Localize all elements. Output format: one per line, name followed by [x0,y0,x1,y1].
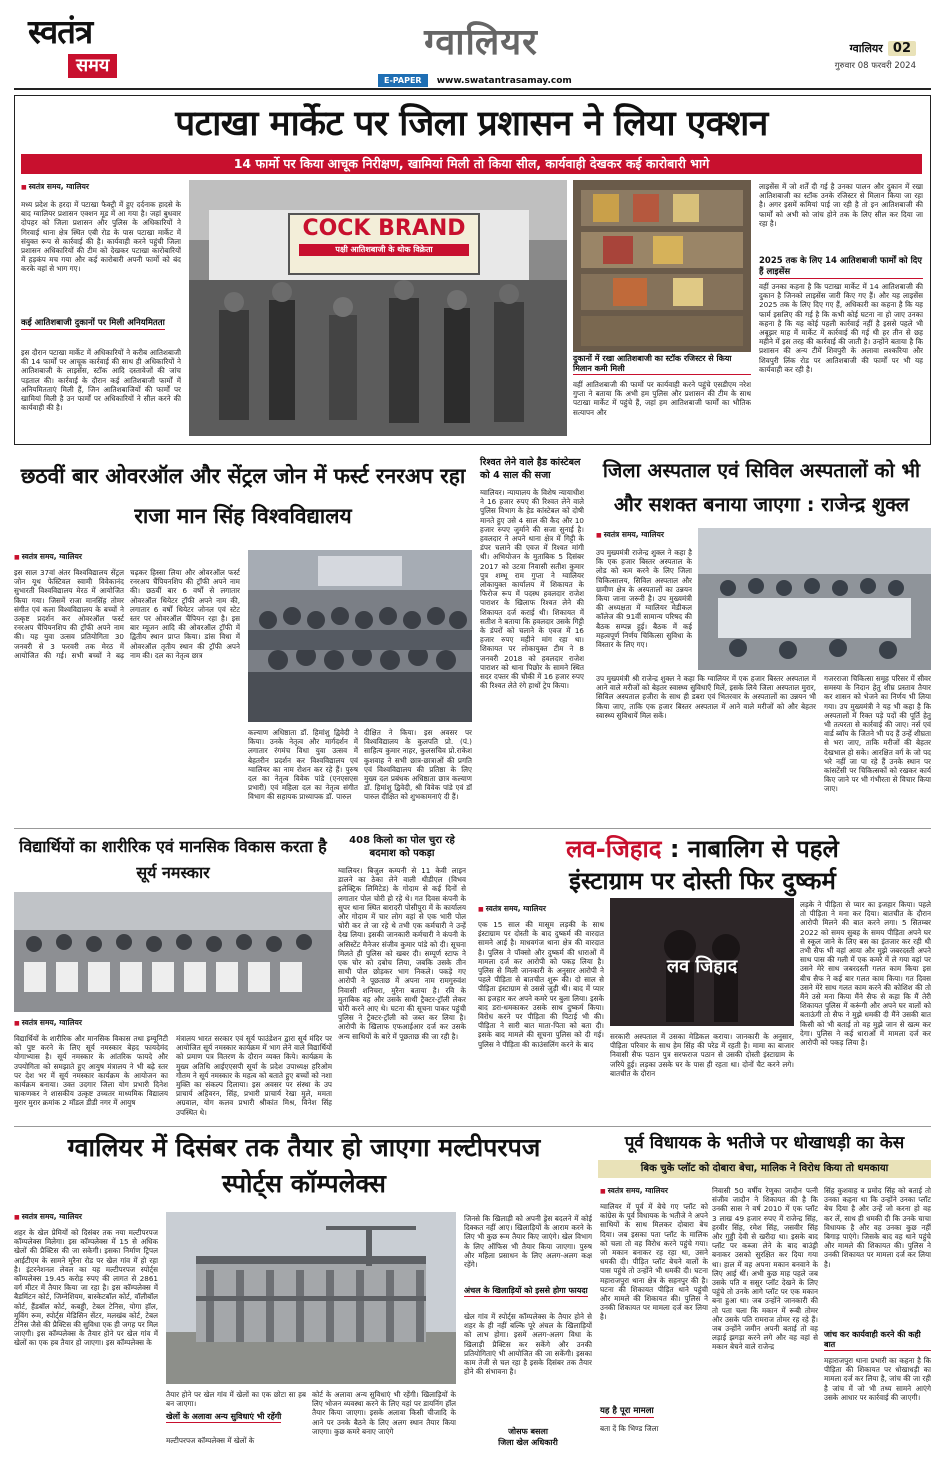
fraud-strap: बिक चुके प्लॉट को दोबारा बेचा, मालिक ने विरोध किया तो धमकाया [598,1160,931,1178]
logo-bottom: समय [68,54,117,78]
fraud-col3b: महाराजपुरा थाना प्रभारी का कहना है कि पीड़िता की शिकायत पर धोखाधड़ी का मामला दर्ज कर लिया है, जांच की जा रही है जांच में जो भी तथ्य सामने आएंगे उसके आधार पर कार्रवाई की जाएगी। [824,1356,931,1402]
issue-date: गुरुवार 08 फरवरी 2024 [834,61,916,71]
article-hospital [592,452,931,824]
lovejihad-headline-line2: इंस्टाग्राम पर दोस्ती फिर दुष्कर्म [569,867,836,895]
sports-col2b: मल्टीपरपज कॉम्पलेक्स में खेलों के [166,1436,255,1445]
shop-banner [289,216,479,256]
lovejihad-col1: एक 15 साल की मासूम लड़की के साथ इंस्टाग्राम पर दोस्ती के बाद दुष्कर्म की वारदात सामने आई है। माधवगंज थाना क्षेत्र की वारदात है। पुलिस ने पॉक्सो और दुष्कर्म की धाराओं में मामला दर्ज कर आरोपी को पकड़ लिया है। पुलिस से मिली जानकारी के अनुसार आरोपी ने पहले पीड़िता से बातचीत शुरू की। दो साल से पीड़िता इंस्टाग्राम से उससे जुड़ी थी। बाद में प्यार का इजहार कर अपने कमरे पर बुला लिया। इसके बाद डरा-धमकाकर उसके साथ दुष्कर्म किया। विरोध करने पर पीड़िता की पिटाई भी की। पीड़िता ने सारी बात माता-पिता को बता दी। इसके बाद मामले की सूचना पुलिस को दी गई। पुलिस ने पीड़िता की काउंसलिंग करने के बाद [478,920,604,1049]
university-col1: इस साल 37वां अंतर विश्वविद्यालय सेंट्रल जोन यूथ फेस्टिवल स्वामी विवेकानंद सुभारती विश्वविद्यालय मेरठ में आयोजित किया गया। जिसमें राजा मानसिंह तोमर संगीत एवं कला विश्वविद्यालय के बच्चों ने उत्कृष्ट प्रदर्शन कर ओवरऑल फर्स्ट रनरअप चैंपियनशिप की ट्रॉफी अपने नाम की। यह युवा उत्सव प्रतियोगिता 30 जनवरी से 3 फरवरी तक मेरठ में आयोजित की गई। सभी बच्चों ने बढ़ चढ़कर हिस्सा लिया और ओवरऑल फर्स्ट रनरअप चैंपियनशिप की ट्रॉफी अपने नाम की। छठवीं बार 6 वर्षों से लगातार ओवरऑल थियेटर ट्रॉफी अपने नाम की, लगातार 6 वर्षों थियेटर जोनल एवं स्टेट स्तर पर ओवरऑल चैंपियन रहा है। इस बार म्यूजन आदि की ओवरऑल ट्रॉफी में द्वितीय स्थान प्राप्त किया। डांस विधा में ओवरऑल तृतीय स्थान की ट्रॉफी अपने नाम की। दल का नेतृत्व छात्र [14,568,240,660]
divider-mid [14,828,931,829]
shop-banner-brand: COCK BRAND [302,216,466,241]
lead-strap: 14 फार्मो पर किया आचूक निरीक्षण, खामियां मिली तो किया सील, कार्यवाही देखकर कई कारोबारी भागे [21,154,922,174]
page-info [766,38,916,78]
hospital-meeting-photo [698,528,931,670]
lead-byline: ■ स्वतंत्र समय, ग्वालियर [21,182,89,192]
sports-sub1: खेलों के अलावा अन्य सुविधाएं भी रहेंगी [166,1412,282,1421]
lead-sub1: कई आतिशबाजी दुकानों पर मिली अनियमितता [21,318,165,328]
lead-col4b: वहीं उनका कहना है कि पटाखा मार्केट में 14 आतिशबाजी की दुकान है जिनको लाइसेंस जारी किए गए हैं। और यह लाइसेंस 2025 तक के लिए दिए गए हैं, अधिकारी का कहना है कि यह फार्म इसलिए की गई है कि कभी कोई घटना ना हो जाए उनका कहना है कि यह कोई पहली कार्रवाई नहीं है इससे पहले भी अबूझर माह में मार्केट में कार्रवाई की गई थी हर तीन से छह महीने में इस तरह की कार्रवाई की जाती है। उन्होंने बताया है कि प्रशासन की अन्य टीमें शिवपुरी के अलावा लश्करिया और शिवपुरी लिंक रोड पर आतिशबाजी की फार्मों पर भी यह कार्यवाही कर रही है। [759,282,923,374]
hospital-headline: जिला अस्पताल एवं सिविल अस्पतालों को भी और सशक्त बनाया जाएगा : राजेन्द्र शुक्ल [602,459,921,516]
surya-byline: ■ स्वतंत्र समय, ग्वालियर [14,1018,82,1028]
students-illustration [14,892,332,1012]
hospital-col3: गजरराजा चिकित्सा समूह परिसर में सीवर समस्या के निदान हेतु शीघ्र प्रस्ताव तैयार कर शासन को भेजने का निर्णय भी लिया गया। उप मुख्यमंत्री ने यह भी कहा है कि अस्पतालों में रिक्त पड़े पदों की पूर्ति हेतु भी तत्परता से कार्रवाई की जाए। नर्स एवं वार्ड ब्वॉय के जितने भी पद हैं उन्हें शीघ्रता से भरा जाए, ताकि मरीजों की बेहतर देखभाल हो सके। आरक्षित वर्ग के जो पद भरे नहीं जा पा रहे हैं उनके स्थान पर कांसटेंसी पर चिकित्सकों को रखकर कार्य किए जाने पर भी गंभीरता से विचार किया जाए। [824,674,931,794]
lead-photo-stock [573,180,751,352]
lead-col4a: लाइसेंस में जो शर्तें दी गई है उनका पालन और दुकान में रखा आतिशबाजी का स्टॉक उनके रजिस्टर से मिलान किया जा रहा है। अगर इसमें कमियां पाई जा रही है तो इन आतिशबाजी की फार्मों को अभी को जांच होने तक के लिए सील कर दिया जा रहा है। [759,182,923,228]
university-group-photo [248,550,472,722]
sports-signature [464,1426,592,1448]
lovejihad-headline-red: लव-जिहाद [566,835,662,863]
divider-low [14,1126,931,1127]
fraud-col3: सिंह कुशवाह व प्रमोद सिंह को बताई तो उनका कहना था कि उन्होंने उनका प्लॉट बेच दिया है और उन्हें जो करना हो वह कर लें, साथ ही धमकी दी कि उनके चाचा विधायक है और वह उनका कुछ नहीं बिगाड़ पाएंगे। जिसके बाद वह थाने पहुंचे और मामले की शिकायत की। पुलिस ने उनकी शिकायत पर मामला दर्ज कर लिया है। [824,1186,931,1269]
group-photo-illustration [248,550,472,722]
sports-col2: तैयार होने पर खेल गांव में खेलों का एक छोटा सा हब बन जाएगा। [166,1390,306,1409]
brief-bribe [480,456,584,786]
sports-col1: शहर के खेल प्रेमियों को दिसंबर तक नया मल्टीपरपज कॉम्पलेक्स मिलेगा। इस कॉम्पलेक्स में 15 से अधिक खेलों की प्रैक्टिस की जा सकेगी। इसका निर्माण ट्रिपल आईटीएम के सामने मुरैना रोड पर खेल गांव में हो रहा है। इंटरनेशनल लेवल का यह मल्टीपरपज स्पोर्ट्स कॉम्पलेक्स 19.45 करोड़ रुपए की लागत से 2861 वर्ग मीटर में तैयार किया जा रहा है। इस कॉम्पलेक्स में बैडमिंटन कोर्ट, जिम्नेशियम, बास्केटबॉल कोर्ट, वॉलीबॉल कोर्ट, हैंडबॉल कोर्ट, कबड्डी, टेबल टेनिस, योगा हॉल, मूविंग रूम, स्पोर्ट्स मेडिसिन सेंटर, मलखंब कोर्ट, टेबल टेनिस जैसे की प्रैक्टिस की सुविधा एक ही जगह पर मिल जाएगी। इस कॉम्पलेक्स के तैयार होने पर खेल गांव में खेलों का एक हब तैयार हो जाएगा। इस कॉम्पलेक्स के [14,1228,158,1348]
lead-sub2: 2025 तक के लिए 14 आतिशबाजी फार्मों को दिए हैं लाइसेंस [759,256,922,277]
sports-col4: जिनसे कि खिलाड़ी को अपनी ड्रेस बदलने में कोई दिक्कत नहीं आए। खिलाड़ियों के आराम करने के लिए भी कुछ रूम तैयार किए जाएंगे। खेल विभाग के लिए ऑफिस भी तैयार किया जाएगा। पुरुष और महिला प्रसाधन के लिए अलग-अलग कक्ष रहेंगे। [464,1214,592,1270]
bribe-text: ग्वालियर। न्यायालय के विशेष न्यायाधीश ने 16 हजार रुपए की रिश्वत लेने वाले पुलिस विभाग के हेड कांस्टेबल को दोषी मानते हुए उसे 4 साल की कैद और 10 हजार रुपए जुर्माने की सजा सुनाई है। हवलदार ने अपने थाना क्षेत्र में गिट्टी के डंपर चलाने की एवज में रिश्वत मांगी थी। अभियोजन के मुताबिक 5 दिसंबर 2017 को उटवा निवासी सतीश कुमार पुत्र शम्भू राम गुप्ता ने ग्वालियर लोकायुक्त कार्यालय में शिकायत के फिरोज रूप में पदस्थ हवलदार राजेश पाराशर के खिलाफ रिश्वत लेने की शिकायत दर्ज कराई थी। शिकायत में सतीश ने बताया कि हवलदार उसके गिट्टी के डंपरों को चलाने के एवज में 16 हजार रुपए महीने मांग रहा था। शिकायत पर लोकायुक्त टीम ने 8 जनवरी 2018 को हवलदार राजेश पाराशर को थाना पिछोर के सामने स्थित सदर दफ्तर की चौकी में 16 हजार रुपए की रिश्वत लेते रंगे हाथों ट्रेप किया। [480,488,584,691]
fraud-sub2: जांच कर कार्यवाही करने की कही बात [824,1330,931,1351]
article-surya [14,834,332,1124]
hospital-byline: ■ स्वतंत्र समय, ग्वालियर [596,530,664,540]
university-col2: कल्याण अधिष्ठाता डॉ. हिमांशु द्विवेदी ने किया। उनके नेतृत्व और मार्गदर्शन में लगातार रंगमंच विधा युवा उत्सव में बेहतरीन प्रदर्शन कर विश्वविद्यालय एवं ग्वालियर का नाम रोशन कर रहे हैं। पुरुष दल का नेतृत्व विवेक पांडे (एनएसएस प्रभारी) एवं महिला दल का नेतृत्व संगीत विभाग की सहायक प्राध्यापक डॉ. पारुल [248,728,358,802]
fraud-byline: ■ स्वतंत्र समय, ग्वालियर [600,1186,668,1196]
fraud-col2: निवासी 50 वर्षीय रेणुका जादौन पत्नी संजीव जादौन ने शिकायत की है कि उनकी सास ने वर्ष 2010 में एक प्लॉट 3 लाख 49 हजार रुपए में राजेन्द्र सिंह, हरवीर सिंह, रमेश सिंह, जसवीर सिंह और गुड्डी देवी से खरीदा था। इसके बाद प्लॉट पर कब्जा लेने के बाद बाउंड्री बनाकर उसको सुरक्षित कर दिया गया था। हाल में वह अपना मकान बनवाने के लिए आई थीं। अभी कुछ माह पहले जब उसके पति व ससुर प्लॉट देखने के लिए पहुंचे तो उनके आगे प्लॉट पर एक मकान बना हुआ था। जब उन्होंने जानकारी की तो पता चला कि मकान में रूबी तोमर और उसके पति रामराज तोमर रह रहे हैं। जब उन्होंने जमीन अपनी बताई तो वह लड़ाई झगड़ा करने लगे और वह वहां से मकान बेचने वाले राजेन्द्र [712,1186,818,1352]
surya-photo [14,892,332,1012]
sports-construction-photo [166,1212,456,1384]
university-col3: दीक्षित ने किया। इस अवसर पर विश्वविद्यालय के कुलपति प्रो. (पं.) साहित्य कुमार नाहर, कुलसचिव प्रो.राकेश कुशवाह ने सभी छात्र-छात्राओं की प्रगति एवं विश्वविद्यालय की प्रतिष्ठा के लिए मुख्य दल प्रबंधक अधिष्ठाता छात्र कल्याण डॉ. हिमांशु द्विवेदी, श्री विवेक पांडे एवं डॉ पारुल दीक्षित को शुभकामनाएं दी हैं। [364,728,472,802]
fraud-col1b: बता दें कि भिण्ड जिला [600,1424,659,1433]
lead-col1b: इस दौरान पटाखा मार्केट में अधिकारियों ने करीब आतिशबाजी की 14 फार्मों पर आचूक कार्रवाई की साथ ही अधिकारियों ने आतिशबाजी के लाइसेंस, स्टॉक आदि दस्तावेजों की जांच पड़ताल की। कार्रवाई के दौरान कई आतिशबाजी फार्मों में अनियमितताएं मिली हैं, जिन आतिशबाजियों की फार्मों पर खामियां मिली है उन फार्मों पर अधिकारियों ने सील करने की कार्यवाही की है। [21,348,181,413]
construction-illustration [166,1212,456,1384]
surya-col2: मंत्रालय भारत सरकार एवं सूर्य फाउंडेशन द्वारा सूर्य मंदिर पर आयोजित सूर्य नमस्कार कार्यक्रम में भाग लेने वाले विद्यार्थियों को प्रमाण पत्र वितरण के दौरान व्यक्त किये। कार्यक्रम के मुख्य अतिथि आईएएसपी सूर्या के प्रदेश उपाध्यक्ष हरिओम गौतम ने सूर्य नमस्कार के महत्व को बताते हुए बच्चों को नशा मुक्ति का संकल्प दिलाया। इस अवसर पर संस्था के उप प्राचार्य अहिवरन, सिंह, प्रभारी प्राचार्य रेखा मुले, ममता अग्रवाल, योग कलव प्रभारी श्रीकांत मिश्र, विनेश सिंह उपस्थित थे। [176,1034,332,1117]
fraud-sub1: यह है पूरा मामला [600,1406,654,1416]
city-title: ग्वालियर [424,22,538,63]
fraud-headline: पूर्व विधायक के भतीजे पर धोखाधड़ी का केस [624,1133,905,1153]
shop-banner-sub: पक्षी आतिशबाजी के थोक विक्रेता [299,244,469,256]
lovejihad-col2: सरकारी अस्पताल में उसका मेडिकल कराया। जानकारी के अनुसार, पीड़िता परिवार के साथ हेम सिंह की परेड में रहती है। मामा का बाजार निवासी सैफ पठान पुत्र सरफराज पठान से उसकी दोस्ती इंस्टाग्राम के जरिये हुई। लड़का उसके घर के पास ही रहता था। दोनों चैट करने लगे। बातचीत के दौरान [610,1032,794,1078]
lovejihad-photo-caption: लव जिहाद [666,956,738,977]
logo[interactable] [28,14,158,84]
university-headline: छठवीं बार ओवरऑल और सेंट्रल जोन में फर्स्ट रनरअप रहा राजा मान सिंह विश्वविद्यालय [20,464,466,528]
hospital-col2: उप मुख्यमंत्री श्री राजेन्द्र शुक्ल ने कहा कि ग्वालियर में एक हजार बिस्तर अस्पताल में आने वाले मरीजों को बेहतर स्वास्थ्य सुविधाएँ मिलें, इसके लिये जिला अस्पताल मुरार, सिविल अस्पताल हजीरा के साथ ही डबरा एवं भितरवार के अस्पतालों का उन्नयन भी किया जाए, ताकि एक हजार बिस्तर अस्पताल में आने वाले मरीजों को और बेहतर स्वास्थ्य सुविधायें मिल सकें। [596,674,816,720]
surya-headline: विद्यार्थियों का शारीरिक एवं मानसिक विकास करता है सूर्य नमस्कार [19,837,327,882]
article-love-jihad [474,834,931,1124]
masthead-rule [14,88,931,90]
sports-byline: ■ स्वतंत्र समय, ग्वालियर [14,1212,82,1222]
stock-shelves-illustration [573,180,751,352]
hospital-col1: उप मुख्यमंत्री राजेन्द्र शुक्ल ने कहा है कि एक हजार बिस्तर अस्पताल के लोड को कम करने के लिए जिला चिकित्सालय, सिविल अस्पताल और ग्रामीण क्षेत्र के अस्पतालों का उन्नयन किया जाना जरूरी है। उप मुख्यमंत्री की अध्यक्षता में ग्वालियर मेडीकल कॉलेज की 91वीं सामान्य परिषद की बैठक सम्पन्न हुई। बैठक में कई महत्वपूर्ण निर्णय चिकित्सा सुविधा के विस्तार के लिए गए। [596,548,692,650]
lead-photo-main [189,180,567,436]
article-fraud [598,1130,931,1454]
meeting-illustration [698,528,931,670]
signature-name: जोसफ बसला [508,1427,548,1436]
sports-headline: ग्वालियर में दिसंबर तक तैयार हो जाएगा मल्टीपरपज स्पोर्ट्स कॉम्पलेक्स [67,1133,541,1198]
fraud-col1: ग्वालियर में पूर्व में बेचे गए प्लॉट को कांग्रेस के पूर्व विधायक के भतीजे ने अपने साथियों के साथ मिलकर दोबारा बेच दिया। जब इसका पता प्लॉट के मालिक को चला तो वह विरोध करने पहुंचे गया। जो मकान बनाकर रह रहा था, उसने धमकी दी। पीड़ित प्लॉट बेचने वालों के पास पहुंचे तो उन्होंने भी धमकी दी। घटना महाराजपुरा थाना क्षेत्र के सहनपुर की है। घटना की शिकायत पीड़ित थाने पहुंची और मामले की शिकायत की। पुलिस ने उनकी शिकायत पर मामला दर्ज कर लिया है। [600,1202,708,1322]
epaper-label: E-PAPER [378,74,428,87]
article-sports [14,1130,592,1454]
sports-col4b: खेल गांव में स्पोर्ट्स कॉम्पलेक्स के तैयार होने से शहर के ही नहीं बल्कि पूरे अंचल के खिलाड़ियों को लाभ होगा। इसमें अलग-अलग विधा के खिलाड़ी प्रैक्टिस कर सकेंगे और उनकी प्रतियोगिताएं भी आयोजित की जा सकेंगी। इसका काम तेजी से चल रहा है इसके दिसंबर तक तैयार होने की संभावना है। [464,1312,592,1377]
lovejihad-col3: लड़के ने पीड़िता से प्यार का इजहार किया। पहले तो पीड़िता ने मना कर दिया। बातचीत के दौरान आरोपी मिलने की बात करने लगा। 5 सितम्बर 2022 को समय सुबह के समय पीड़िता अपने घर से स्कूल जाने के लिए बस का इंतजार कर रही थी तभी सैफ भी वहां आया और मुझे जबरदस्ती अपने साथ पास की गली में एक कमरे में ले गया वहां पर उसने मेरे साथ जबरदस्ती गलत काम किया इस बीच सैफ ने कई बार गलत काम किया। गत दिवस उसने मेरे साथ गलत काम करने की कोशिश की तो मैंने उसे मना किया मैंने सैफ से कहा कि मैं तेरी शिकायत पुलिस में करूंगी और अपने घर वालों को बताऊंगी तो सैफ ने मुझे धमकी दी मैंने उसकी बात किसी को भी बताई तो वह मुझे जान से खत्म कर देगा। पुलिस ने कई धाराओं में मामला दर्ज कर आरोपी को पकड़ लिया है। [800,900,931,1048]
sports-col3: कोर्ट के अलावा अन्य सुविधाएं भी रहेंगी। खिलाड़ियों के लिए भोजन व्यवस्था करने के लिए यहां पर डायनिंग हॉल तैयार किया जाएगा। इसके अलावा किसी चीजादि के आने पर उनके बैठने के लिए अलग स्थान तैयार किया जाएगा। कुछ कमरे बनाए जाएंगे [312,1390,456,1436]
sports-sub2: अंचल के खिलाड़ियों को इससे होगा फायदा [464,1286,588,1295]
pole-headline: 408 किलो का पोल चुरा रहे बदमाश को पकड़ा [349,835,455,859]
logo-top: स्वतंत्र [28,12,93,51]
lovejihad-photo [610,898,794,1026]
signature-title: जिला खेल अधिकारी [498,1438,558,1447]
lead-col3: वहीं आतिशबाजी की फार्मो पर कार्यवाही करने पहुंचे एसडीएम नरेश गुप्ता ने बताया कि अभी हम पुलिस और प्रशासन की टीम के साथ पटाखा मार्केट में पहुंचे हैं, जहां हम आतिशबाजी फार्मों का भौतिक सत्यापन और [573,380,751,417]
article-university [14,452,472,824]
page-number: 02 [888,41,916,56]
surya-col1: विद्यार्थियों के शारीरिक और मानसिक विकास तथा इम्यूनिटी को पुष्ट करने के लिए सूर्य नमस्कार बेहद फायदेमंद योगाभ्यास है। सूर्य नमस्कार के आंतरिक फायदे और उपयोगिता को समझाते हुए आयुष मंत्रालय ने भी बढ़े स्तर पर देश भर में सूर्य नमस्कार कार्यक्रम के आयोजन का कार्यक्रम बनाया। उक्त उदगार जिला योग प्रभारी दिनेश चाकणकर ने शासकीय उत्कृष्ट उच्चतर माध्यमिक विद्यालय मुरार मुरार क्रमांक 2 मॉडल डीडी नगर में आयुष [14,1034,168,1108]
website-link[interactable]: www.swatantrasamay.com [436,76,572,86]
page-city: ग्वालियर [849,42,883,55]
lovejihad-headline-line1 [474,834,931,864]
lead-headline: पटाखा मार्केट पर जिला प्रशासन ने लिया एक्शन [175,104,768,144]
university-byline: ■ स्वतंत्र समय, ग्वालियर [14,552,82,562]
lovejihad-byline: ■ स्वतंत्र समय, ग्वालियर [478,904,546,914]
pole-text: ग्वालियर। बिजुल कम्पनी से 11 केवी लाइन डालने का ठेका लेने वाली थीडीएल (विभव इलेक्ट्रिक लिमिटेड) के गोदाम से कई दिनों से लगातार पोल चोरी हो रहे थे। गत दिवस कंपनी के सुपर थाना स्थित बारादरी पोसीपुरा में के कार्यालय और गोदाम में चार लोग वहां से एक भारी पोल चोरी कर ले जा रहे थे तभी एक कर्मचारी ने उन्हें देख लिया। इसकी जानकारी कर्मचारी ने कंपनी के असिस्टेंट मैनेजर संजीव कुमार पांडे को दी। सूचना मिलते ही पुलिस को खबर दी। सम्पूर्ण स्टाफ ने एक चोर को दबोच लिया, जबकि उसके तीन साथी पोल छोड़कर भाग निकले। पकड़े गए आरोपी ने पूछताछ में अपना नाम रामगुरुवंश निवासी शनिचरा, मुरैना बताया है। रवि के मुताबिक वह और उसके साथी ट्रैक्टर-ट्रॉली लेकर चोरी करने आए थे। घटना की सूचना पाकर पहुंची पुलिस ने ट्रैक्टर-ट्रॉली को जब्त कर लिया है। आरोपी के खिलाफ एफआईआर दर्ज कर उसके अन्य साथियों के बारे में पूछताछ की जा रही है। [338,866,466,1041]
lead-story [14,95,931,445]
lead-col1: मध्य प्रदेश के हरदा में पटाखा फैक्ट्री में हुए दर्दनाक हादसे के बाद ग्वालियर प्रशासन एक्शन मूड में आ गया है। जहां बुधवार दोपहर को जिला प्रशासन और पुलिस के अधिकारियों ने गिरवाई थाना क्षेत्र स्थित एबी रोड के पास पटाखा मार्केट में संयुक्त रूप से कार्रवाई की है। कार्यवाही करने पहुंची जिला प्रशासन अधिकारियों की टीम को देखकर पटाखा कारोबारियों में हड़कंप मच गया और कई कारोबारी अपनी फार्मो को बंद करके वहां से भाग गए। [21,200,181,274]
lead-photo-caption: दुकानों में रखा आतिशबाजी का स्टॉक रजिस्टर से किया मिलान कमी मिली [573,354,751,375]
epaper-bar [378,68,643,86]
lovejihad-headline-black: : नाबालिग से पहले [669,835,839,863]
masthead [0,0,945,90]
brief-pole [338,834,466,1124]
bribe-headline: रिश्वत लेने वाले हैड कांस्टेबल को 4 साल की सजा [480,457,581,481]
